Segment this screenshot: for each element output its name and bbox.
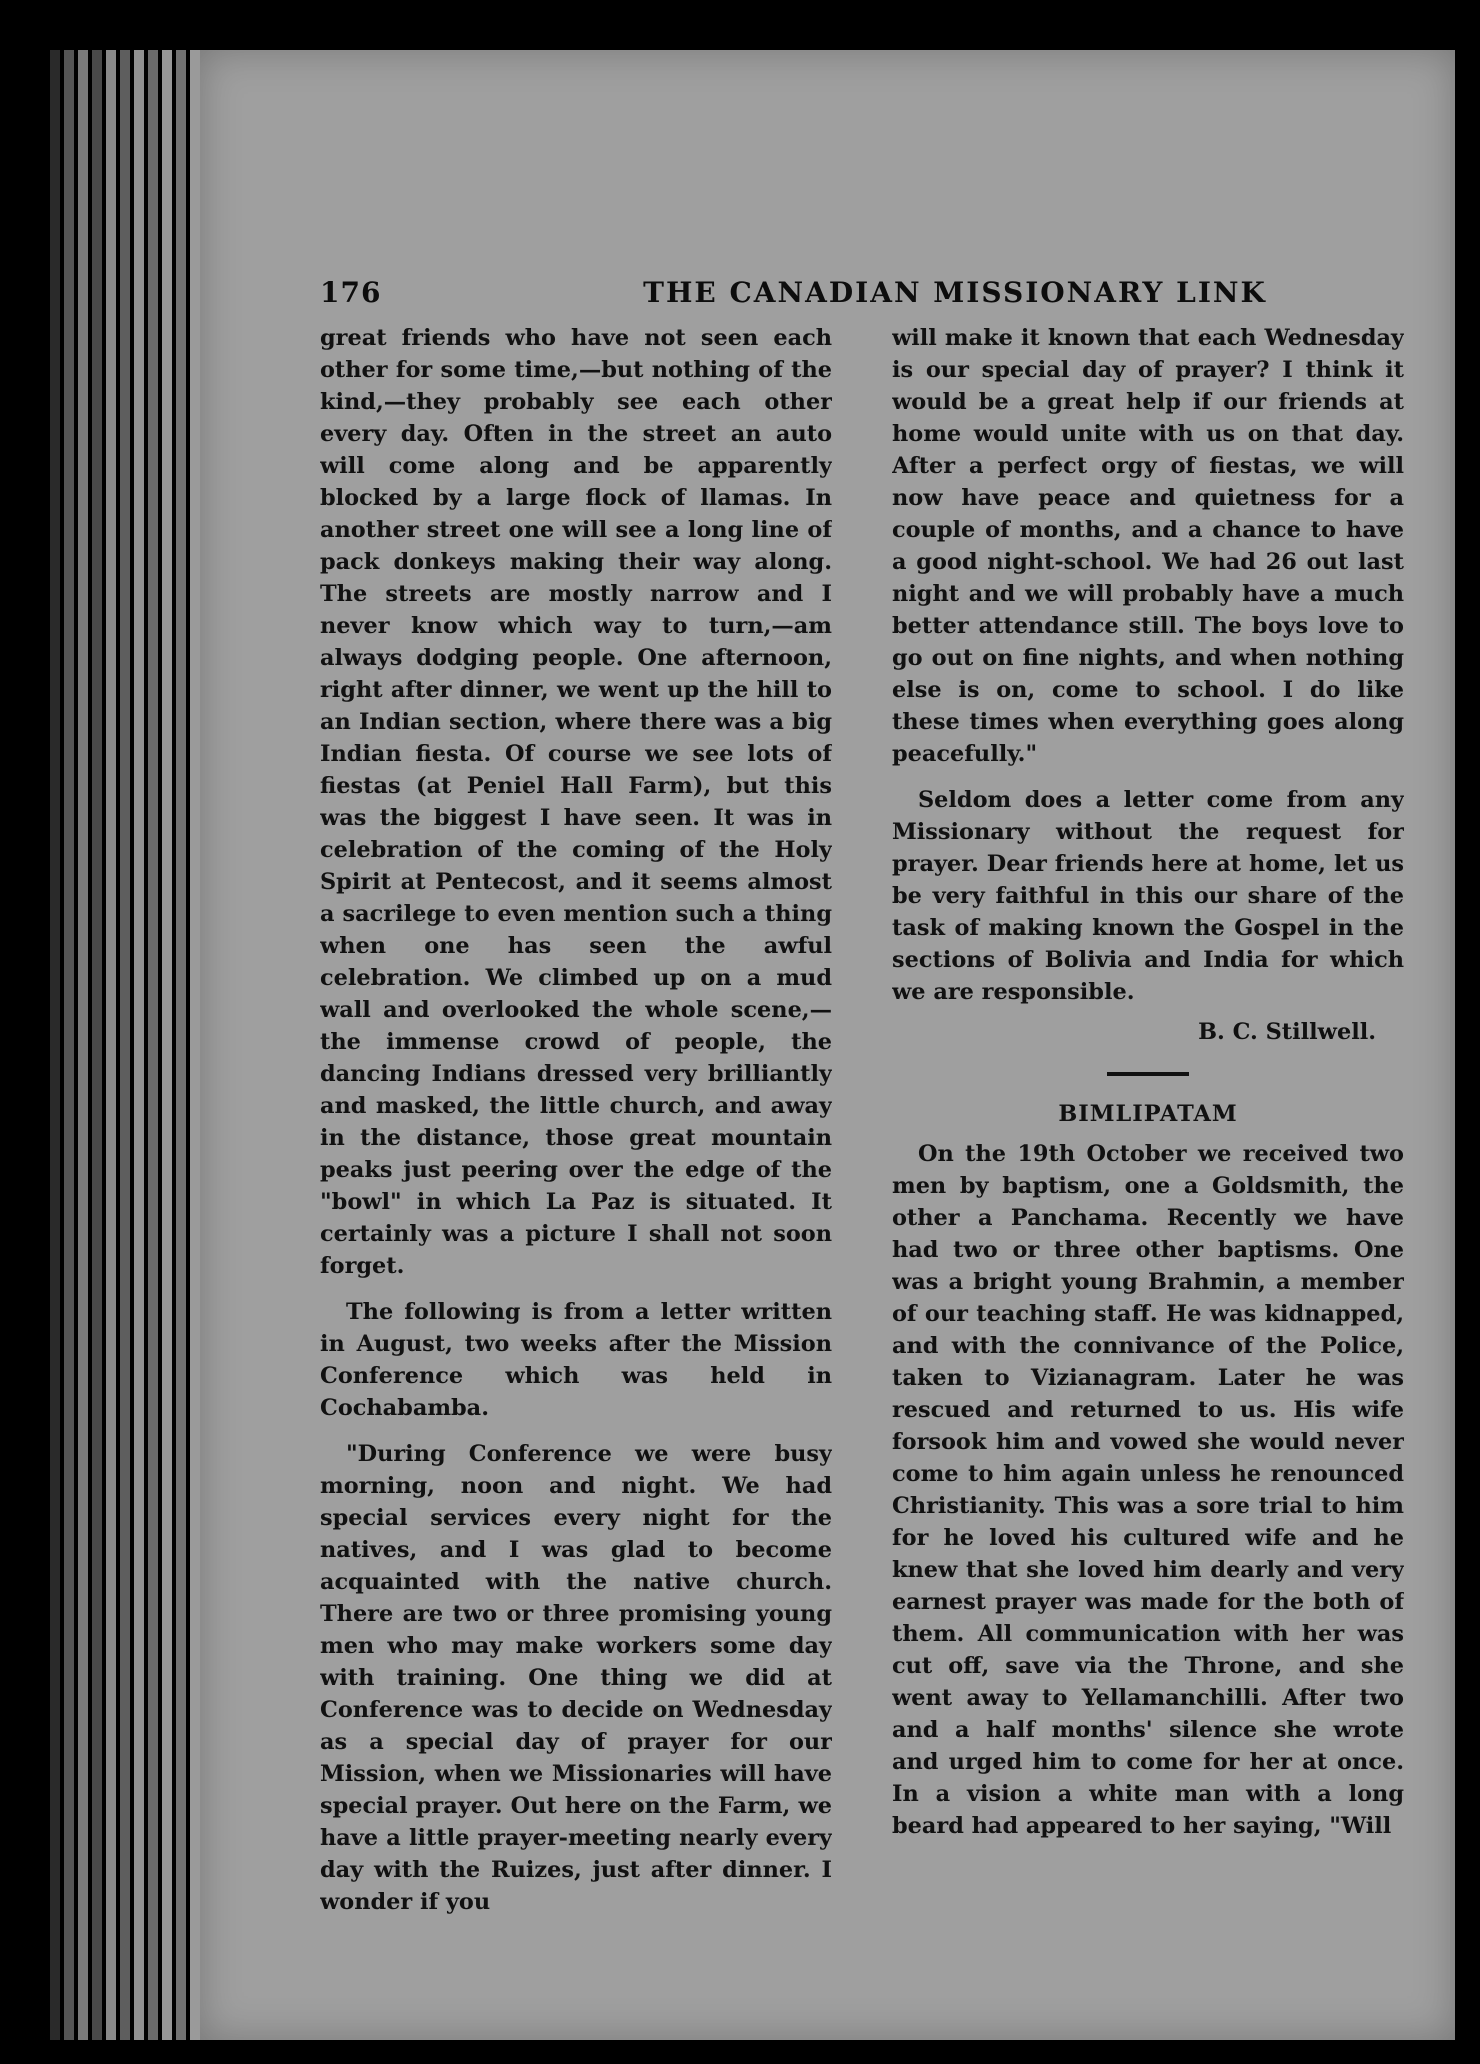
- section-heading: BIMLIPATAM: [1058, 1101, 1238, 1127]
- magazine-page: [200, 50, 1455, 2040]
- section-divider: [1107, 1072, 1189, 1076]
- author-signature: B. C. Stillwell.: [1198, 1019, 1376, 1045]
- left-paragraph-2: The following is from a letter written in August, two weeks after the Mission Conference which was held in Cochabamba.: [320, 1299, 832, 1421]
- running-title: THE CANADIAN MISSIONARY LINK: [643, 276, 1267, 309]
- right-paragraph-3: On the 19th October we received two men by baptism, one a Goldsmith, the other a Panchama. Recently we have had two or three other baptisms. One was a bright young Brahmin, a member of our teaching staff. He was kidnapped, and with the connivance of the Police, taken to Vizianagram. Later he was rescued and returned to us. His wife forsook him and vowed she would never come to him again unless he renounced Christianity. This was a sore trial to him for he loved his cultured wife and he knew that she loved him dearly and very earnest prayer was made for the both of them. All communication with her was cut off, save via the Throne, and she went away to Yellamanchilli. After two and a half months' silence she wrote and urged him to come for her at once. In a vision a white man with a long beard had appeared to her saying, "Will: [892, 1141, 1404, 1839]
- book-page-edges: [50, 50, 210, 2040]
- page-number: 176: [320, 276, 382, 309]
- right-paragraph-2: Seldom does a letter come from any Missionary without the request for prayer. Dear friends here at home, let us be very faithful in this our share of the task of making known the Gospel in the sections of Bolivia and India for which we are responsible.: [892, 787, 1404, 1005]
- right-column: [892, 322, 1404, 1842]
- left-paragraph-3: "During Conference we were busy morning, noon and night. We had special services every night for the natives, and I was glad to become acquainted with the native church. There are two or three promising young men who may make workers some day with training. One thing we did at Conference was to decide on Wednesday as a special day of prayer for our Mission, when we Missionaries will have special prayer. Out here on the Farm, we have a little prayer-meeting nearly every day with the Ruizes, just after dinner. I wonder if you: [320, 1441, 832, 1915]
- right-paragraph-1: will make it known that each Wednesday is our special day of prayer? I think it would be a great help if our friends at home would unite with us on that day. After a perfect orgy of fiestas, we will now have peace and quietness for a couple of months, and a chance to have a good night-school. We had 26 out last night and we will probably have a much better attendance still. The boys love to go out on fine nights, and when nothing else is on, come to school. I do like these times when everything goes along peacefully.": [892, 325, 1404, 767]
- left-column: [320, 322, 832, 1918]
- left-paragraph-1: great friends who have not seen each other for some time,—but nothing of the kind,—they probably see each other every day. Often in the street an auto will come along and be apparently blocked by a large flock of llamas. In another street one will see a long line of pack donkeys making their way along. The streets are mostly narrow and I never know which way to turn,—am always dodging people. One afternoon, right after dinner, we went up the hill to an Indian section, where there was a big Indian fiesta. Of course we see lots of fiestas (at Peniel Hall Farm), but this was the biggest I have seen. It was in celebration of the coming of the Holy Spirit at Pentecost, and it seems almost a sacrilege to even mention such a thing when one has seen the awful celebration. We climbed up on a mud wall and overlooked the whole scene,—the immense crowd of people, the dancing Indians dressed very brilliantly and masked, the little church, and away in the distance, those great mountain peaks just peering over the edge of the "bowl" in which La Paz is situated. It certainly was a picture I shall not soon forget.: [320, 325, 832, 1279]
- page-header: [320, 276, 1340, 316]
